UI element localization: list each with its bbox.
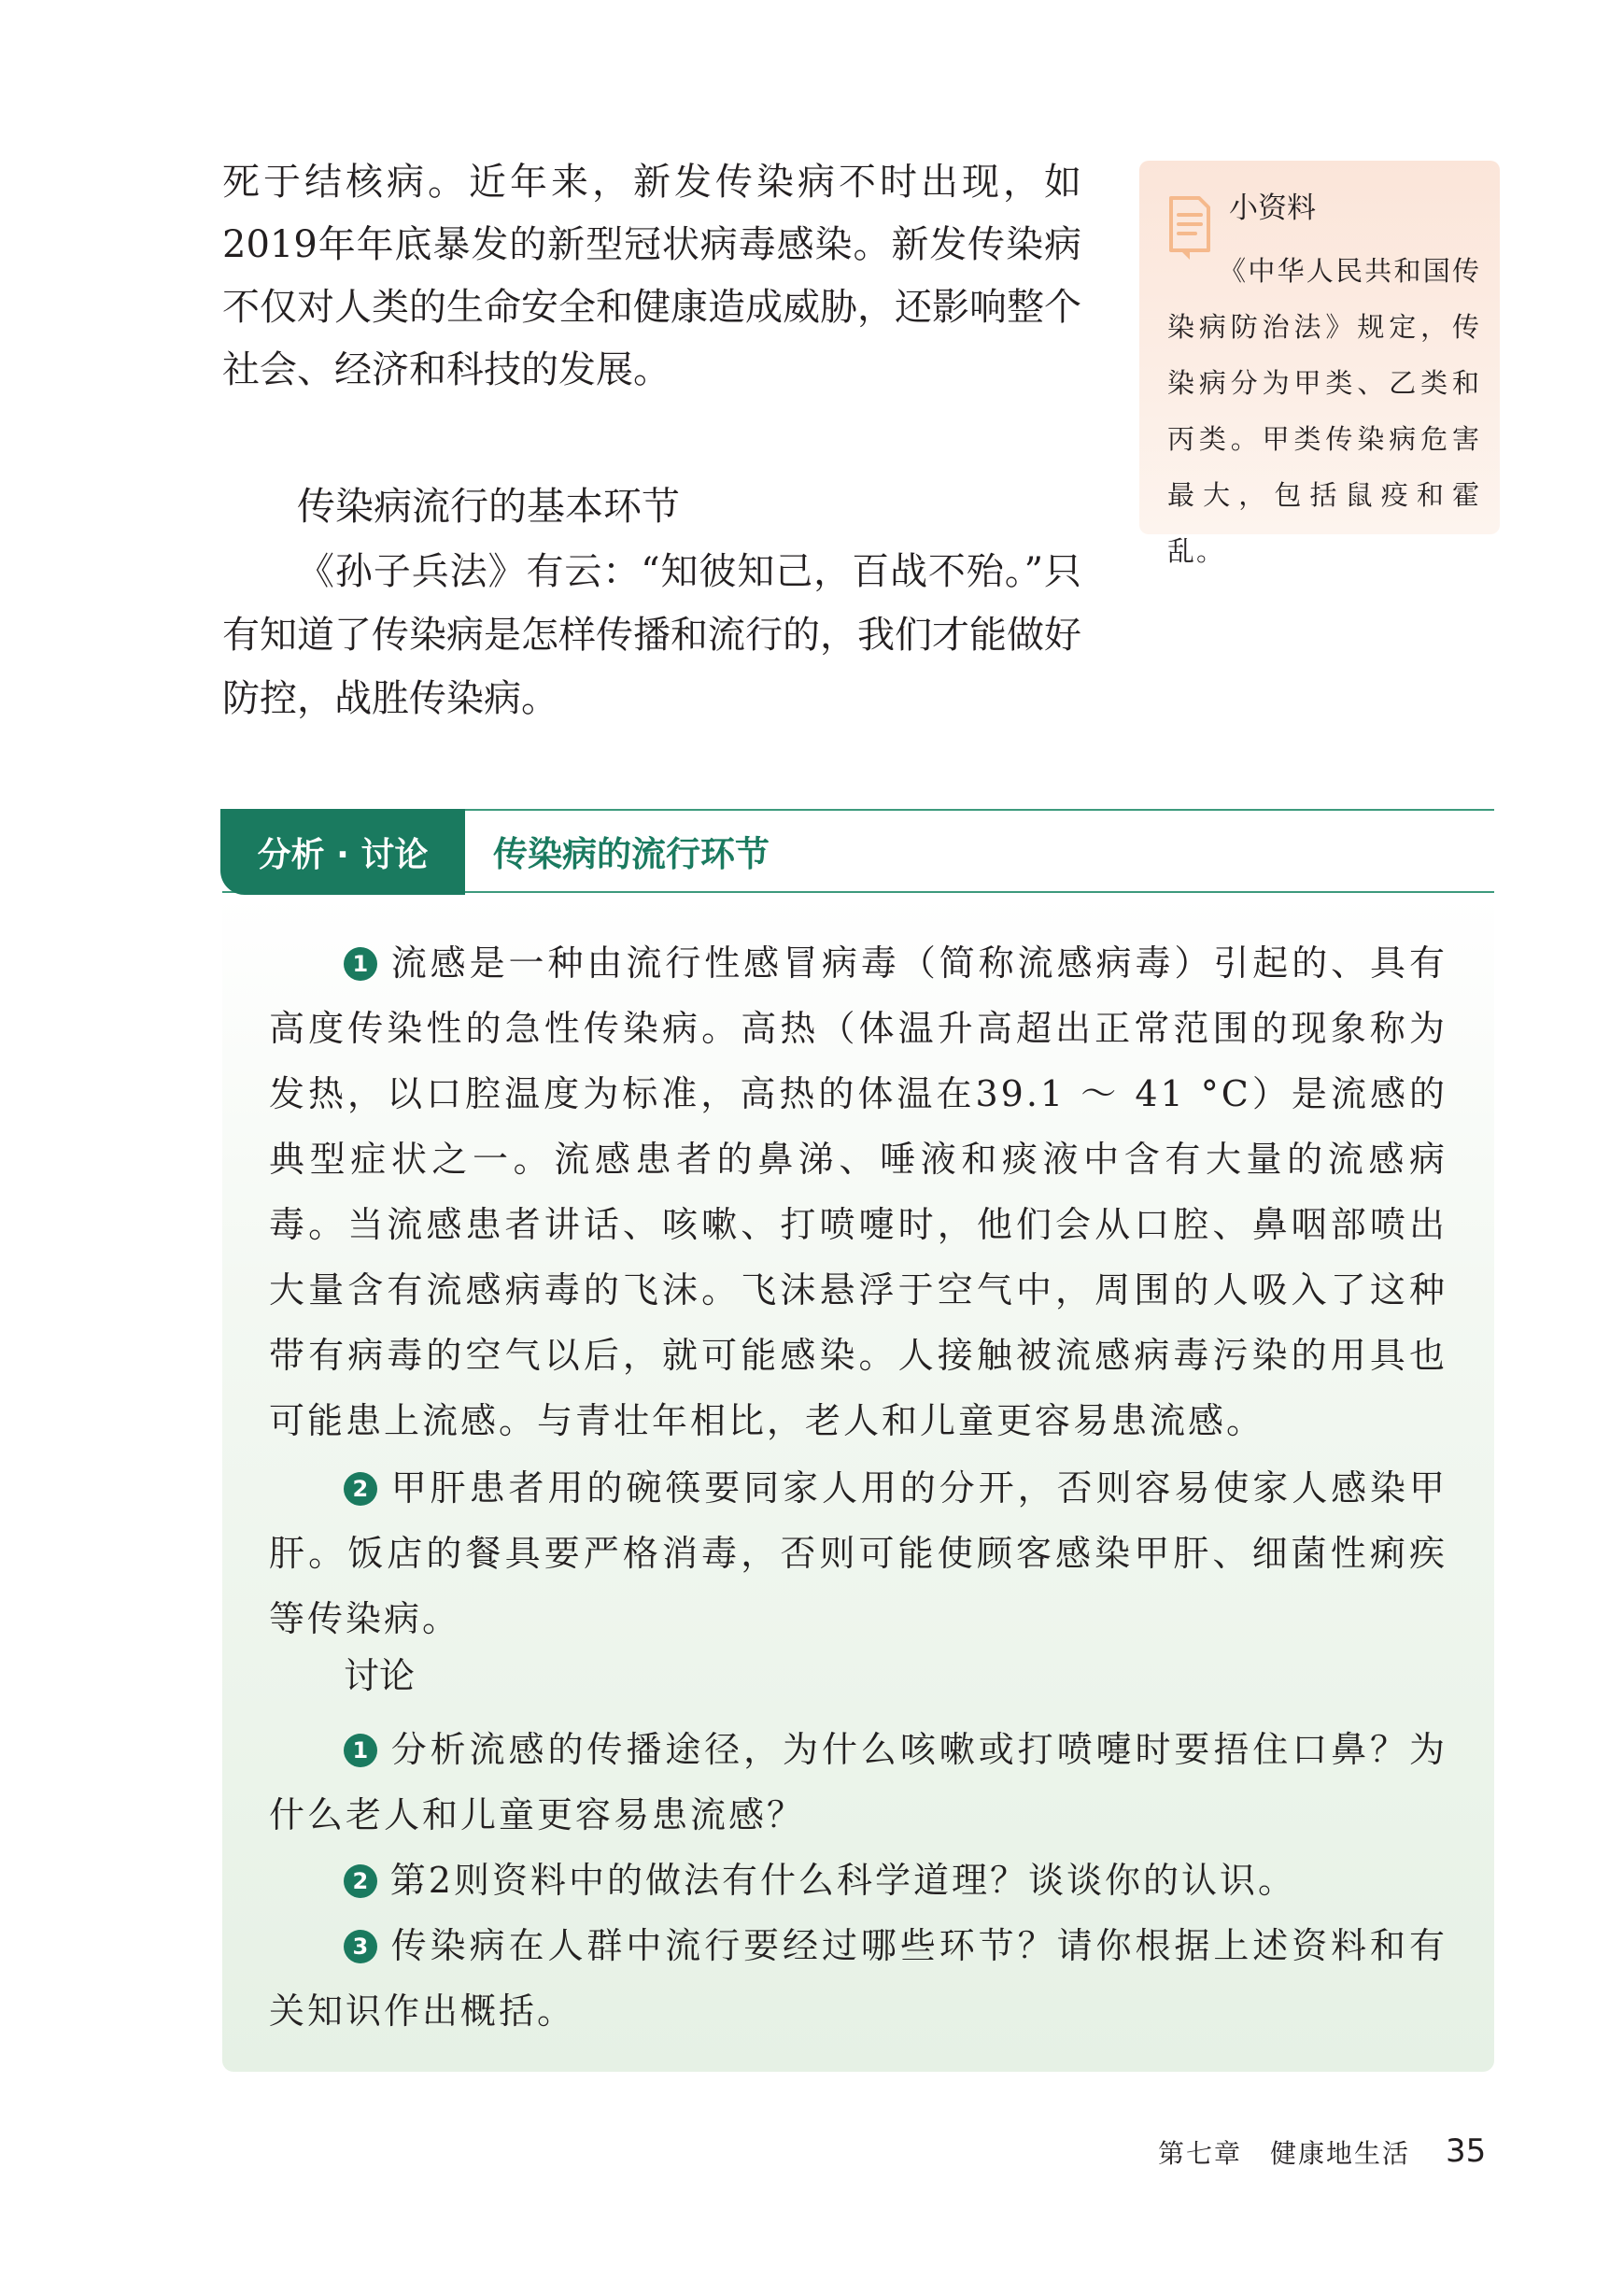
question-3-text: 传染病在人群中流行要经过哪些环节？请你根据上述资料和有关知识作出概括。 bbox=[269, 1925, 1447, 2032]
case-2-text: 甲肝患者用的碗筷要同家人用的分开，否则容易使家人感染甲肝。饭店的餐具要严格消毒，否则可能使顾客感染甲肝、细菌性痢疾等传染病。 bbox=[269, 1467, 1447, 1639]
question-2 bbox=[269, 1848, 1447, 1913]
page-number: 35 bbox=[1446, 2132, 1487, 2170]
number-badge: 3 bbox=[344, 1930, 377, 1963]
activity-title: 传染病的流行环节 bbox=[493, 834, 770, 874]
intro-paragraph: 死于结核病。近年来，新发传染病不时出现，如2019年年底暴发的新型冠状病毒感染。新发传染病不仅对人类的生命安全和健康造成威胁，还影响整个社会、经济和科技的发展。 bbox=[222, 161, 1081, 391]
section-paragraph: 《孙子兵法》有云：“知彼知己，百战不殆。”只有知道了传染病是怎样传播和流行的，我们才能做好防控，战胜传染病。 bbox=[222, 550, 1081, 720]
discussion-title: 讨论 bbox=[344, 1655, 416, 1696]
activity-header bbox=[222, 809, 1494, 893]
number-badge: 2 bbox=[344, 1472, 377, 1506]
question-1-text: 分析流感的传播途径，为什么咳嗽或打喷嚏时要捂住口鼻？为什么老人和儿童更容易患流感？ bbox=[269, 1729, 1447, 1835]
case-1-text: 流感是一种由流行性感冒病毒（简称流感病毒）引起的、具有高度传染性的急性传染病。高热（体温升高超出正常范围的现象称为发热，以口腔温度为标准，高热的体温在39.1 ～ 41 °C）是流感的典型症状之一。流感患者的鼻涕、唾液和痰液中含有大量的流感病毒。当流感患者讲话、咳嗽、打喷嚏时，他们会从口腔、鼻咽部喷出大量含有流感病毒的飞沫。飞沫悬浮于空气中，周围的人吸入了这种带有病毒的空气以后，就可能感染。人接触被流感病毒污染的用具也可能患上流感。与青壮年相比，老人和儿童更容易患流感。 bbox=[269, 942, 1447, 1441]
activity-body bbox=[222, 895, 1494, 2072]
sidebar-title: 小资料 bbox=[1229, 191, 1316, 225]
number-badge: 1 bbox=[344, 1734, 377, 1767]
number-badge: 1 bbox=[344, 947, 377, 981]
question-2-text: 第2则资料中的做法有什么科学道理？谈谈你的认识。 bbox=[389, 1860, 1296, 1901]
question-3 bbox=[269, 1913, 1447, 2044]
question-1 bbox=[269, 1717, 1447, 1848]
chapter-label: 第七章 健康地生活 bbox=[1158, 2138, 1411, 2169]
activity-tag: 分析 · 讨论 bbox=[220, 809, 465, 895]
case-2 bbox=[269, 1455, 1447, 1651]
info-sidebar bbox=[1139, 161, 1500, 567]
number-badge: 2 bbox=[344, 1864, 377, 1898]
section-heading: 传染病流行的基本环节 bbox=[297, 484, 680, 529]
sidebar-text: 《中华人民共和国传染病防治法》规定，传染病分为甲类、乙类和丙类。甲类传染病危害最大，包括鼠疫和霍乱。 bbox=[1167, 255, 1481, 567]
case-1 bbox=[269, 930, 1447, 1453]
